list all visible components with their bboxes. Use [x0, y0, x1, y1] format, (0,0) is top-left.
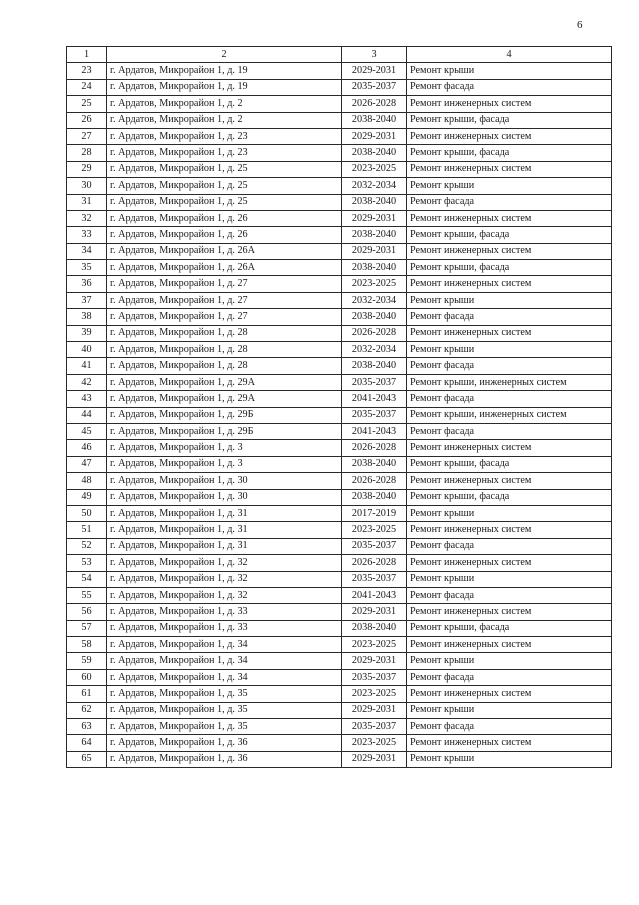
page-number: 6	[577, 19, 583, 31]
row-period: 2038-2040	[342, 194, 407, 210]
row-work-type: Ремонт крыши	[407, 505, 612, 521]
row-address: г. Ардатов, Микрорайон 1, д. 31	[107, 505, 342, 521]
table-row	[67, 587, 612, 603]
table-row	[67, 128, 612, 144]
row-work-type: Ремонт инженерных систем	[407, 96, 612, 112]
row-number: 34	[67, 243, 107, 259]
row-number: 43	[67, 391, 107, 407]
row-number: 53	[67, 555, 107, 571]
row-number: 64	[67, 735, 107, 751]
table-row	[67, 522, 612, 538]
row-period: 2035-2037	[342, 407, 407, 423]
row-period: 2032-2034	[342, 292, 407, 308]
row-work-type: Ремонт инженерных систем	[407, 473, 612, 489]
row-number: 56	[67, 604, 107, 620]
row-work-type: Ремонт крыши, фасада	[407, 260, 612, 276]
row-work-type: Ремонт инженерных систем	[407, 604, 612, 620]
row-address: г. Ардатов, Микрорайон 1, д. 27	[107, 292, 342, 308]
table-row	[67, 505, 612, 521]
row-period: 2029-2031	[342, 210, 407, 226]
table-row	[67, 719, 612, 735]
row-address: г. Ардатов, Микрорайон 1, д. 29А	[107, 374, 342, 390]
row-number: 28	[67, 145, 107, 161]
row-period: 2026-2028	[342, 555, 407, 571]
row-work-type: Ремонт крыши, инженерных систем	[407, 374, 612, 390]
row-address: г. Ардатов, Микрорайон 1, д. 2	[107, 96, 342, 112]
row-address: г. Ардатов, Микрорайон 1, д. 34	[107, 653, 342, 669]
row-period: 2026-2028	[342, 473, 407, 489]
row-number: 65	[67, 751, 107, 767]
row-period: 2038-2040	[342, 620, 407, 636]
table-row	[67, 686, 612, 702]
row-address: г. Ардатов, Микрорайон 1, д. 34	[107, 669, 342, 685]
table-row	[67, 604, 612, 620]
row-number: 44	[67, 407, 107, 423]
row-work-type: Ремонт фасада	[407, 538, 612, 554]
row-address: г. Ардатов, Микрорайон 1, д. 36	[107, 751, 342, 767]
row-address: г. Ардатов, Микрорайон 1, д. 29А	[107, 391, 342, 407]
row-address: г. Ардатов, Микрорайон 1, д. 26	[107, 227, 342, 243]
row-work-type: Ремонт крыши	[407, 653, 612, 669]
column-header-work: 4	[407, 47, 612, 63]
row-work-type: Ремонт инженерных систем	[407, 686, 612, 702]
column-header-number: 1	[67, 47, 107, 63]
row-work-type: Ремонт крыши	[407, 178, 612, 194]
row-period: 2029-2031	[342, 63, 407, 79]
row-number: 55	[67, 587, 107, 603]
row-address: г. Ардатов, Микрорайон 1, д. 2	[107, 112, 342, 128]
row-work-type: Ремонт крыши	[407, 342, 612, 358]
row-period: 2041-2043	[342, 391, 407, 407]
row-period: 2035-2037	[342, 669, 407, 685]
row-period: 2038-2040	[342, 489, 407, 505]
row-number: 37	[67, 292, 107, 308]
row-period: 2038-2040	[342, 145, 407, 161]
row-number: 62	[67, 702, 107, 718]
row-number: 57	[67, 620, 107, 636]
row-work-type: Ремонт инженерных систем	[407, 128, 612, 144]
table-row	[67, 178, 612, 194]
row-period: 2029-2031	[342, 243, 407, 259]
row-number: 35	[67, 260, 107, 276]
row-address: г. Ардатов, Микрорайон 1, д. 29Б	[107, 407, 342, 423]
row-work-type: Ремонт крыши, инженерных систем	[407, 407, 612, 423]
row-period: 2035-2037	[342, 571, 407, 587]
row-number: 54	[67, 571, 107, 587]
table-row	[67, 473, 612, 489]
row-number: 25	[67, 96, 107, 112]
row-number: 30	[67, 178, 107, 194]
row-address: г. Ардатов, Микрорайон 1, д. 25	[107, 194, 342, 210]
row-period: 2023-2025	[342, 276, 407, 292]
row-work-type: Ремонт фасада	[407, 719, 612, 735]
row-address: г. Ардатов, Микрорайон 1, д. 28	[107, 325, 342, 341]
row-work-type: Ремонт крыши, фасада	[407, 489, 612, 505]
table-row	[67, 96, 612, 112]
row-work-type: Ремонт фасада	[407, 358, 612, 374]
row-address: г. Ардатов, Микрорайон 1, д. 25	[107, 178, 342, 194]
row-number: 58	[67, 637, 107, 653]
row-address: г. Ардатов, Микрорайон 1, д. 30	[107, 473, 342, 489]
table-row	[67, 489, 612, 505]
row-number: 49	[67, 489, 107, 505]
row-period: 2029-2031	[342, 604, 407, 620]
row-work-type: Ремонт крыши	[407, 702, 612, 718]
row-period: 2035-2037	[342, 79, 407, 95]
table-row	[67, 112, 612, 128]
row-work-type: Ремонт инженерных систем	[407, 325, 612, 341]
row-number: 39	[67, 325, 107, 341]
table-row	[67, 456, 612, 472]
row-period: 2029-2031	[342, 653, 407, 669]
row-period: 2026-2028	[342, 440, 407, 456]
table-row	[67, 276, 612, 292]
row-work-type: Ремонт крыши, фасада	[407, 456, 612, 472]
row-address: г. Ардатов, Микрорайон 1, д. 34	[107, 637, 342, 653]
row-address: г. Ардатов, Микрорайон 1, д. 3	[107, 456, 342, 472]
row-period: 2041-2043	[342, 587, 407, 603]
table-row	[67, 309, 612, 325]
row-period: 2038-2040	[342, 112, 407, 128]
row-address: г. Ардатов, Микрорайон 1, д. 26	[107, 210, 342, 226]
row-period: 2041-2043	[342, 423, 407, 439]
row-work-type: Ремонт инженерных систем	[407, 440, 612, 456]
table-row	[67, 210, 612, 226]
row-period: 2038-2040	[342, 309, 407, 325]
row-work-type: Ремонт крыши	[407, 751, 612, 767]
row-work-type: Ремонт инженерных систем	[407, 161, 612, 177]
column-header-period: 3	[342, 47, 407, 63]
table-row	[67, 637, 612, 653]
row-period: 2023-2025	[342, 686, 407, 702]
row-work-type: Ремонт фасада	[407, 423, 612, 439]
row-address: г. Ардатов, Микрорайон 1, д. 32	[107, 555, 342, 571]
row-work-type: Ремонт инженерных систем	[407, 276, 612, 292]
row-number: 40	[67, 342, 107, 358]
table-row	[67, 161, 612, 177]
row-period: 2023-2025	[342, 735, 407, 751]
column-header-address: 2	[107, 47, 342, 63]
row-number: 41	[67, 358, 107, 374]
table-row	[67, 423, 612, 439]
table-header-row	[67, 47, 612, 63]
row-period: 2026-2028	[342, 325, 407, 341]
row-number: 23	[67, 63, 107, 79]
row-period: 2035-2037	[342, 374, 407, 390]
row-work-type: Ремонт крыши, фасада	[407, 145, 612, 161]
row-work-type: Ремонт инженерных систем	[407, 210, 612, 226]
row-period: 2017-2019	[342, 505, 407, 521]
row-number: 42	[67, 374, 107, 390]
table-row	[67, 391, 612, 407]
table-row	[67, 358, 612, 374]
row-work-type: Ремонт инженерных систем	[407, 555, 612, 571]
row-period: 2038-2040	[342, 260, 407, 276]
row-period: 2038-2040	[342, 227, 407, 243]
row-number: 33	[67, 227, 107, 243]
table-row	[67, 440, 612, 456]
table-row	[67, 194, 612, 210]
row-address: г. Ардатов, Микрорайон 1, д. 33	[107, 620, 342, 636]
row-number: 47	[67, 456, 107, 472]
table-row	[67, 243, 612, 259]
row-number: 48	[67, 473, 107, 489]
repair-schedule-table	[66, 46, 612, 768]
table-row	[67, 342, 612, 358]
row-address: г. Ардатов, Микрорайон 1, д. 19	[107, 63, 342, 79]
row-address: г. Ардатов, Микрорайон 1, д. 33	[107, 604, 342, 620]
row-address: г. Ардатов, Микрорайон 1, д. 36	[107, 735, 342, 751]
row-period: 2026-2028	[342, 96, 407, 112]
row-address: г. Ардатов, Микрорайон 1, д. 31	[107, 538, 342, 554]
table-row	[67, 325, 612, 341]
row-address: г. Ардатов, Микрорайон 1, д. 31	[107, 522, 342, 538]
row-number: 52	[67, 538, 107, 554]
table-row	[67, 63, 612, 79]
row-address: г. Ардатов, Микрорайон 1, д. 28	[107, 342, 342, 358]
row-address: г. Ардатов, Микрорайон 1, д. 25	[107, 161, 342, 177]
row-address: г. Ардатов, Микрорайон 1, д. 35	[107, 702, 342, 718]
row-address: г. Ардатов, Микрорайон 1, д. 26А	[107, 260, 342, 276]
row-number: 45	[67, 423, 107, 439]
table-row	[67, 669, 612, 685]
row-period: 2032-2034	[342, 342, 407, 358]
row-number: 51	[67, 522, 107, 538]
row-number: 38	[67, 309, 107, 325]
row-period: 2023-2025	[342, 637, 407, 653]
table-row	[67, 620, 612, 636]
row-period: 2038-2040	[342, 456, 407, 472]
row-work-type: Ремонт крыши, фасада	[407, 227, 612, 243]
table-row	[67, 292, 612, 308]
row-number: 36	[67, 276, 107, 292]
row-work-type: Ремонт инженерных систем	[407, 735, 612, 751]
row-period: 2029-2031	[342, 702, 407, 718]
row-work-type: Ремонт фасада	[407, 309, 612, 325]
row-address: г. Ардатов, Микрорайон 1, д. 19	[107, 79, 342, 95]
row-work-type: Ремонт крыши	[407, 571, 612, 587]
row-number: 50	[67, 505, 107, 521]
row-work-type: Ремонт фасада	[407, 391, 612, 407]
row-work-type: Ремонт инженерных систем	[407, 243, 612, 259]
row-address: г. Ардатов, Микрорайон 1, д. 30	[107, 489, 342, 505]
row-work-type: Ремонт фасада	[407, 194, 612, 210]
row-period: 2023-2025	[342, 161, 407, 177]
row-address: г. Ардатов, Микрорайон 1, д. 29Б	[107, 423, 342, 439]
table-row	[67, 79, 612, 95]
table-row	[67, 407, 612, 423]
table-row	[67, 735, 612, 751]
row-address: г. Ардатов, Микрорайон 1, д. 23	[107, 128, 342, 144]
row-number: 63	[67, 719, 107, 735]
row-work-type: Ремонт фасада	[407, 669, 612, 685]
row-address: г. Ардатов, Микрорайон 1, д. 28	[107, 358, 342, 374]
row-number: 59	[67, 653, 107, 669]
row-period: 2035-2037	[342, 538, 407, 554]
row-number: 60	[67, 669, 107, 685]
row-address: г. Ардатов, Микрорайон 1, д. 35	[107, 686, 342, 702]
row-address: г. Ардатов, Микрорайон 1, д. 27	[107, 276, 342, 292]
row-work-type: Ремонт крыши, фасада	[407, 112, 612, 128]
row-address: г. Ардатов, Микрорайон 1, д. 32	[107, 571, 342, 587]
row-number: 26	[67, 112, 107, 128]
row-address: г. Ардатов, Микрорайон 1, д. 23	[107, 145, 342, 161]
table-row	[67, 751, 612, 767]
row-period: 2032-2034	[342, 178, 407, 194]
table-row	[67, 571, 612, 587]
table-row	[67, 653, 612, 669]
table-row	[67, 555, 612, 571]
row-number: 31	[67, 194, 107, 210]
row-address: г. Ардатов, Микрорайон 1, д. 26А	[107, 243, 342, 259]
table-row	[67, 702, 612, 718]
row-address: г. Ардатов, Микрорайон 1, д. 35	[107, 719, 342, 735]
row-number: 24	[67, 79, 107, 95]
table-row	[67, 374, 612, 390]
row-number: 61	[67, 686, 107, 702]
row-address: г. Ардатов, Микрорайон 1, д. 3	[107, 440, 342, 456]
row-number: 32	[67, 210, 107, 226]
table-row	[67, 260, 612, 276]
row-work-type: Ремонт крыши	[407, 63, 612, 79]
table-body	[67, 63, 612, 768]
table-row	[67, 227, 612, 243]
row-number: 29	[67, 161, 107, 177]
row-period: 2029-2031	[342, 751, 407, 767]
table-row	[67, 145, 612, 161]
row-address: г. Ардатов, Микрорайон 1, д. 27	[107, 309, 342, 325]
table-row	[67, 538, 612, 554]
row-work-type: Ремонт фасада	[407, 79, 612, 95]
row-work-type: Ремонт инженерных систем	[407, 522, 612, 538]
row-work-type: Ремонт крыши	[407, 292, 612, 308]
row-period: 2038-2040	[342, 358, 407, 374]
row-period: 2035-2037	[342, 719, 407, 735]
row-period: 2023-2025	[342, 522, 407, 538]
row-number: 27	[67, 128, 107, 144]
row-work-type: Ремонт инженерных систем	[407, 637, 612, 653]
row-period: 2029-2031	[342, 128, 407, 144]
row-number: 46	[67, 440, 107, 456]
row-address: г. Ардатов, Микрорайон 1, д. 32	[107, 587, 342, 603]
row-work-type: Ремонт крыши, фасада	[407, 620, 612, 636]
row-work-type: Ремонт фасада	[407, 587, 612, 603]
